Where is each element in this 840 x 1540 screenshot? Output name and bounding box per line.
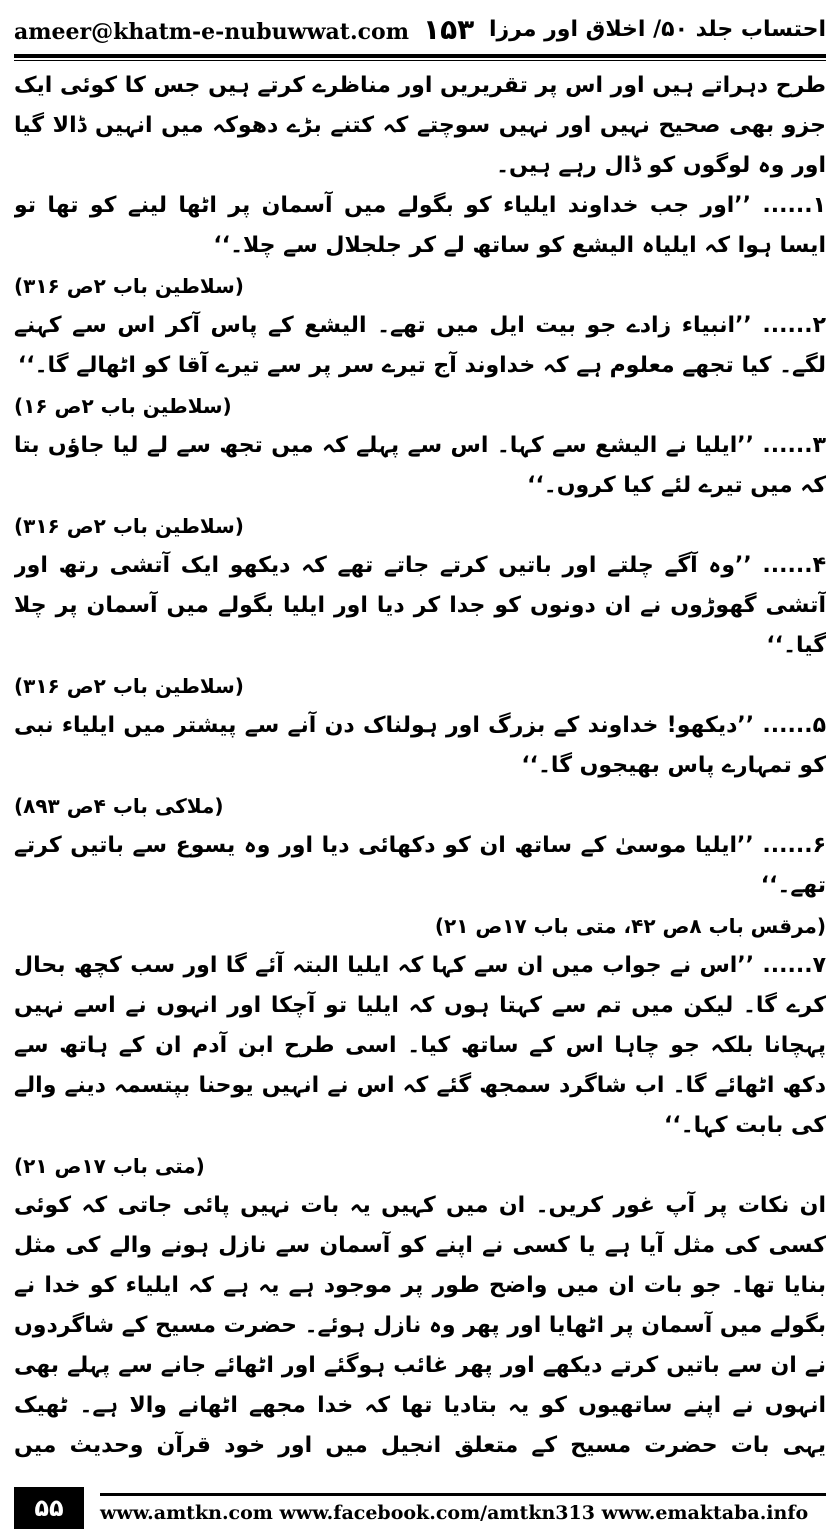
header-left [14,13,474,46]
header-rule-thin [14,60,826,61]
reference-2: (سلاطین باب ۲ص ۱۶) [14,394,232,418]
footer-page-number: ۵۵ [14,1487,84,1529]
quote-7: ۷...... ’’اس نے جواب میں ان سے کہا کہ ایلیا البتہ آئے گا اور سب کچھ بحال کرے گا۔ لیکن میں تم سے کہتا ہوں کہ ایلیا تو آچکا اور انہوں نے اسے نہیں پہچانا بلکہ جو چاہا اس کے ساتھ کیا۔ اسی طرح ابن آدم ان کے ہاتھ سے دکھ اٹھائے گا۔ اب شاگرد سمجھ گئے کہ اس نے انہیں یوحنا بپتسمہ دینے والے کی بابت کہا۔‘‘ (متی باب ۱۷ص ۲۱) [14,946,826,1186]
page-header [14,8,826,50]
footer-rule [100,1493,826,1496]
reference-1: (سلاطین باب ۲ص ۳۱۶) [14,274,244,298]
footer-links[interactable]: www.amtkn.com www.facebook.com/amtkn313 www.emaktaba.info [100,1501,809,1524]
reference-7: (متی باب ۱۷ص ۲۱) [14,1154,205,1178]
reference-6: (مرقس باب ۸ص ۴۲، متی باب ۱۷ص ۲۱) [434,914,826,938]
quote-2: ۲...... ’’انبیاء زادے جو بیت ایل میں تھے۔ الیشع کے پاس آکر اس سے کہنے لگے۔ کیا تجھے معلوم ہے کہ خداوند آج تیرے سر پر سے تیرے آقا کو اٹھالے گا۔‘‘ (سلاطین باب ۲ص ۱۶) [14,306,826,426]
quote-1: ۱...... ’’اور جب خداوند ایلیاء کو بگولے میں آسمان پر اٹھا لینے کو تھا تو ایسا ہوا کہ ایلیاہ الیشع کو ساتھ لے کر جلجلال سے چلا۔‘‘ (سلاطین باب ۲ص ۳۱۶) [14,186,826,306]
reference-4: (سلاطین باب ۲ص ۳۱۶) [14,674,244,698]
quote-5: ۵...... ’’دیکھو! خداوند کے بزرگ اور ہولناک دن آنے سے پیشتر میں ایلیاء نبی کو تمہارے پاس بھیجوں گا۔‘‘ (ملاکی باب ۴ص ۸۹۳) [14,706,826,826]
page-body [14,66,826,1470]
header-rule-thick [14,54,826,58]
quote-4: ۴...... ’’وہ آگے چلتے اور باتیں کرتے جاتے تھے کہ دیکھو ایک آتشی رتھ اور آتشی گھوڑوں نے ان دونوں کو جدا کر دیا اور ایلیا بگولے میں آسمان پر چلا گیا۔‘‘ (سلاطین باب ۲ص ۳۱۶) [14,546,826,706]
header-page-number: ۱۵۳ [422,12,475,46]
page-footer [14,1484,826,1532]
quote-6: ۶...... ’’ایلیا موسیٰ کے ساتھ ان کو دکھائی دیا اور وہ یسوع سے باتیں کرتے تھے۔‘‘ (مرقس باب ۸ص ۴۲، متی باب ۱۷ص ۲۱) [14,826,826,946]
quote-3: ۳...... ’’ایلیا نے الیشع سے کہا۔ اس سے پہلے کہ میں تجھ سے لے لیا جاؤں بتا کہ میں تیرے لئے کیا کروں۔‘‘ (سلاطین باب ۲ص ۳۱۶) [14,426,826,546]
header-email[interactable]: ameer@khatm-e-nubuwwat.com [14,18,409,45]
paragraph-conclusion: ان نکات پر آپ غور کریں۔ ان میں کہیں یہ بات نہیں پائی جاتی کہ کوئی کسی کی مثل آیا ہے یا کسی نے اپنے کو آسمان سے نازل ہونے والے کی مثل بنایا تھا۔ جو بات ان میں واضح طور پر موجود ہے یہ ہے کہ ایلیاء کو خدا نے بگولے میں آسمان پر اٹھایا اور پھر وہ نازل ہوئے۔ حضرت مسیح کے شاگردوں نے ان سے باتیں کرتے دیکھے اور پھر غائب ہوگئے اور اٹھائے جانے سے پہلے بھی انہوں نے اپنے ساتھیوں کو یہ بتادیا تھا کہ خدا مجھے اٹھانے والا ہے۔ ٹھیک یہی بات حضرت مسیح کے متعلق انجیل میں اور خود قرآن وحدیث میں [14,1193,826,1458]
reference-3: (سلاطین باب ۲ص ۳۱۶) [14,514,244,538]
footer-bar [84,1487,826,1529]
running-title: احتساب جلد ۵۰/ اخلاق اور مرزا [488,16,826,42]
reference-5: (ملاکی باب ۴ص ۸۹۳) [14,794,224,818]
paragraph-intro: طرح دہراتے ہیں اور اس پر تقریریں اور مناظرے کرتے ہیں جس کا کوئی ایک جزو بھی صحیح نہیں اور نہیں سوچتے کہ کتنے بڑے دھوکہ میں انہیں ڈالا گیا اور وہ لوگوں کو ڈال رہے ہیں۔ [14,73,826,178]
